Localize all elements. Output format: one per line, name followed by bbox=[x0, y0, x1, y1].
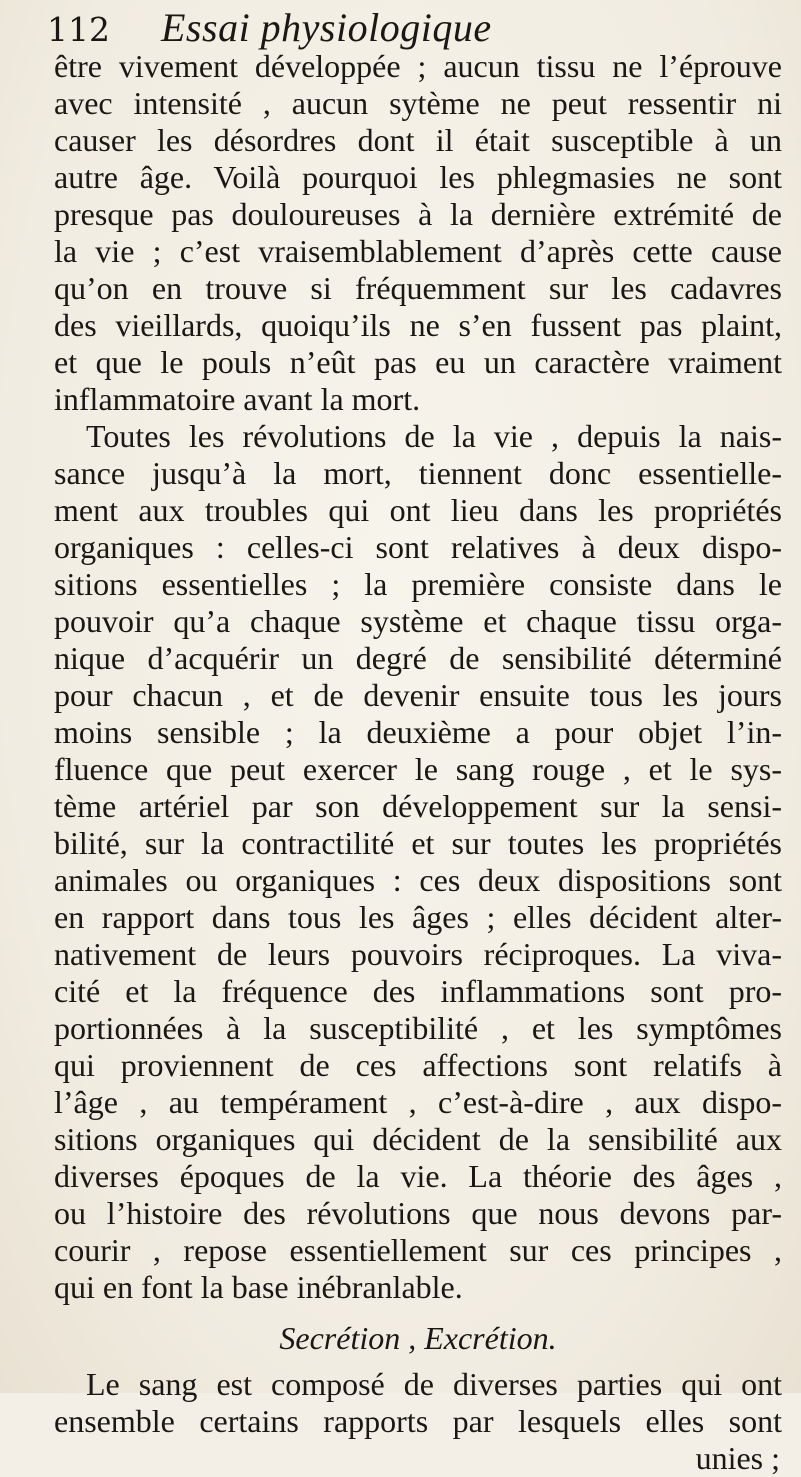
text-line: en rapport dans tous les âges ; elles décident alter- bbox=[54, 899, 782, 935]
running-head: Essai physiologique bbox=[161, 5, 492, 50]
page-number: 112 bbox=[47, 10, 110, 49]
text-line: bilité, sur la contractilité et sur toutes les propriétés bbox=[54, 825, 782, 861]
text-line: sance jusqu’à la mort, tiennent donc essentielle- bbox=[54, 455, 782, 491]
text-line: causer les désordres dont il était susceptible à un bbox=[54, 122, 782, 158]
text-line: nique d’acquérir un degré de sensibilité déterminé bbox=[54, 640, 782, 676]
text-line: organiques : celles-ci sont relatives à deux dispo- bbox=[54, 529, 782, 565]
section-heading: Secrétion , Excrétion. bbox=[279, 1320, 557, 1356]
paragraph bbox=[54, 1366, 782, 1440]
text-line: pour chacun , et de devenir ensuite tous les jours bbox=[54, 677, 782, 713]
text-line: portionnées à la susceptibilité , et les symptômes bbox=[54, 1010, 782, 1046]
text-line: courir , repose essentiellement sur ces principes , bbox=[54, 1232, 782, 1268]
page-header bbox=[47, 4, 747, 52]
text-line: qui proviennent de ces affections sont relatifs à bbox=[54, 1047, 782, 1083]
text-line: moins sensible ; la deuxième a pour objet l’in- bbox=[54, 714, 782, 750]
paragraph bbox=[54, 48, 782, 418]
text-line: inflammatoire avant la mort. bbox=[54, 381, 421, 417]
text-line: sitions essentielles ; la première consiste dans le bbox=[54, 566, 782, 602]
text-line: ment aux troubles qui ont lieu dans les propriétés bbox=[54, 492, 782, 528]
text-line: fluence que peut exercer le sang rouge , et le sys- bbox=[54, 751, 782, 787]
text-line: Toutes les révolutions de la vie , depuis la nais- bbox=[86, 418, 782, 454]
text-line: ou l’histoire des révolutions que nous devons par- bbox=[54, 1195, 782, 1231]
text-line: sitions organiques qui décident de la sensibilité aux bbox=[54, 1121, 782, 1157]
text-line: tème artériel par son développement sur la sensi- bbox=[54, 788, 782, 824]
text-line: l’âge , au tempérament , c’est-à-dire , aux dispo- bbox=[54, 1084, 782, 1120]
text-line: diverses époques de la vie. La théorie des âges , bbox=[54, 1158, 782, 1194]
text-line: des vieillards, quoiqu’ils ne s’en fussent pas plaint, bbox=[54, 307, 782, 343]
catchword: unies ; bbox=[695, 1440, 780, 1476]
text-line: avec intensité , aucun sytème ne peut ressentir ni bbox=[54, 85, 782, 121]
text-line: et que le pouls n’eût pas eu un caractère vraiment bbox=[54, 344, 782, 380]
text-line: nativement de leurs pouvoirs réciproques. La viva- bbox=[54, 936, 782, 972]
body-text bbox=[54, 48, 782, 1477]
text-line: qui en font la base inébranlable. bbox=[54, 1269, 463, 1305]
text-line: presque pas douloureuses à la dernière extrémité de bbox=[54, 196, 782, 232]
text-line: pouvoir qu’a chaque système et chaque tissu orga- bbox=[54, 603, 782, 639]
text-line: ensemble certains rapports par lesquels elles sont bbox=[54, 1403, 782, 1439]
text-line: qu’on en trouve si fréquemment sur les cadavres bbox=[54, 270, 782, 306]
text-line: animales ou organiques : ces deux dispositions sont bbox=[54, 862, 782, 898]
text-line: cité et la fréquence des inflammations sont pro- bbox=[54, 973, 782, 1009]
text-line: Le sang est composé de diverses parties qui ont bbox=[86, 1366, 782, 1402]
text-line: autre âge. Voilà pourquoi les phlegmasies ne sont bbox=[54, 159, 782, 195]
text-line: la vie ; c’est vraisemblablement d’après cette cause bbox=[54, 233, 782, 269]
paragraph bbox=[54, 418, 782, 1306]
text-line: être vivement développée ; aucun tissu ne l’éprouve bbox=[54, 48, 782, 84]
